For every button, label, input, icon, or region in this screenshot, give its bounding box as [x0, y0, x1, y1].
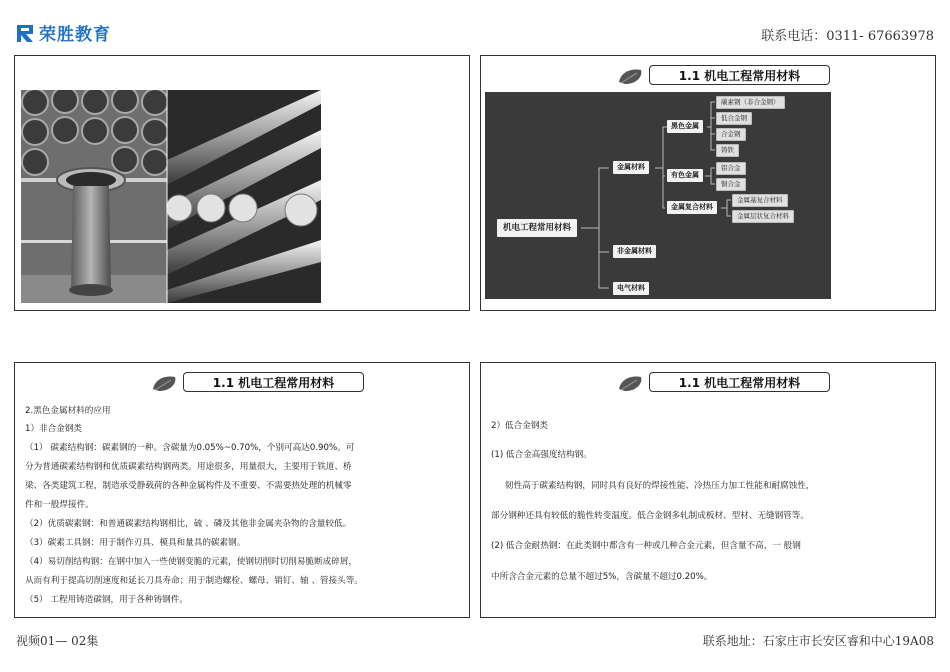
leaf-icon: [151, 373, 179, 393]
text-line: 件和一般焊接件。: [25, 500, 94, 510]
leaf-icon: [617, 373, 645, 393]
logo-icon: [14, 22, 36, 44]
slide-mindmap: [480, 55, 936, 311]
slide-title: 1.1 机电工程常用材料: [649, 372, 830, 392]
mindmap-leaf: 铜合金: [716, 178, 746, 191]
leaf-icon: [617, 66, 645, 86]
contact-phone: 联系电话：0311- 67663978: [761, 29, 934, 44]
mindmap-leaf: 铸铁: [716, 144, 739, 157]
text-line: 1）非合金钢类: [25, 424, 83, 434]
mindmap-leaf: 铝合金: [716, 162, 746, 175]
slide-title-row: [481, 372, 935, 394]
mindmap-leaf: 低合金钢: [716, 112, 752, 125]
logo-text: 荣胜教育: [39, 25, 111, 45]
text-line: 分为普通碳素结构钢和优质碳素结构钢两类。用途很多，用量很大，主要用于铁道、桥: [25, 462, 352, 472]
video-label: 视频01— 02集: [16, 634, 99, 648]
text-line: 从而有利于提高切削速度和延长刀具寿命；用于制造螺栓、螺母、销钉、轴 、管接头等。: [25, 576, 363, 586]
text-line: （2）优质碳素钢：和普通碳素结构钢相比，硫 、磷及其他非金属夹杂物的含量较低。: [25, 519, 352, 529]
logo: [14, 20, 111, 45]
slide-title-row: [481, 65, 935, 87]
text-line: 韧性高于碳素结构钢，同时具有良好的焊接性能、冷热压力加工性能和耐腐蚀性，: [505, 481, 815, 491]
mindmap: [485, 92, 831, 299]
text-line: （5） 工程用铸造碳钢，用于各种铸钢件。: [25, 595, 188, 605]
slide-title-row: [15, 372, 469, 394]
mindmap-composite: 金属复合材料: [667, 201, 717, 214]
mindmap-nonmetal: 非金属材料: [613, 245, 656, 258]
slide-photos: [14, 55, 470, 311]
text-line: （1） 碳素结构钢：碳素钢的一种。含碳量为0.05%~0.70%，个别可高达0.90%。可: [25, 443, 355, 453]
text-line: 梁、各类建筑工程，制造承受静载荷的各种金属构件及不重要、不需要热处理的机械零: [25, 481, 352, 491]
text-line: 2.黑色金属材料的应用: [25, 406, 111, 416]
slide-nonalloy-steel: [14, 362, 470, 618]
mindmap-leaf: 金属基复合材料: [732, 194, 788, 207]
mindmap-electrical: 电气材料: [613, 282, 649, 295]
text-line: (2) 低合金耐热钢：在此类钢中都含有一种或几种合金元素，但含量不高，一 般钢: [491, 541, 801, 551]
text-line: 中所含合金元素的总量不超过5%，含碳量不超过0.20%。: [491, 572, 713, 582]
mindmap-root: 机电工程常用材料: [497, 219, 577, 237]
text-line: （3）碳素工具钢：用于制作刃具、模具和量具的碳素钢。: [25, 538, 246, 548]
mindmap-nonferrous: 有色金属: [667, 169, 703, 182]
slide-title: 1.1 机电工程常用材料: [649, 65, 830, 85]
slide-low-alloy-steel: [480, 362, 936, 618]
text-line: （4）易切削结构钢：在钢中加入一些使钢变脆的元素，使钢切削时切削易脆断成碎屑，: [25, 557, 358, 567]
mindmap-leaf: 碳素钢（非合金钢）: [716, 96, 785, 109]
text-line: (1) 低合金高强度结构钢。: [491, 450, 592, 460]
steel-pipes-photo: [21, 90, 321, 303]
mindmap-leaf: 金属层状复合材料: [732, 210, 794, 223]
mindmap-metal: 金属材料: [613, 161, 649, 174]
slide-title: 1.1 机电工程常用材料: [183, 372, 364, 392]
text-line: 部分钢种还具有较低的脆性转变温度。低合金钢多轧制成板材、型材、无缝钢管等。: [491, 511, 809, 521]
mindmap-ferrous: 黑色金属: [667, 120, 703, 133]
text-line: 2）低合金钢类: [491, 421, 549, 431]
mindmap-leaf: 合金钢: [716, 128, 746, 141]
contact-address: 联系地址：石家庄市长安区睿和中心19A08: [702, 634, 934, 648]
